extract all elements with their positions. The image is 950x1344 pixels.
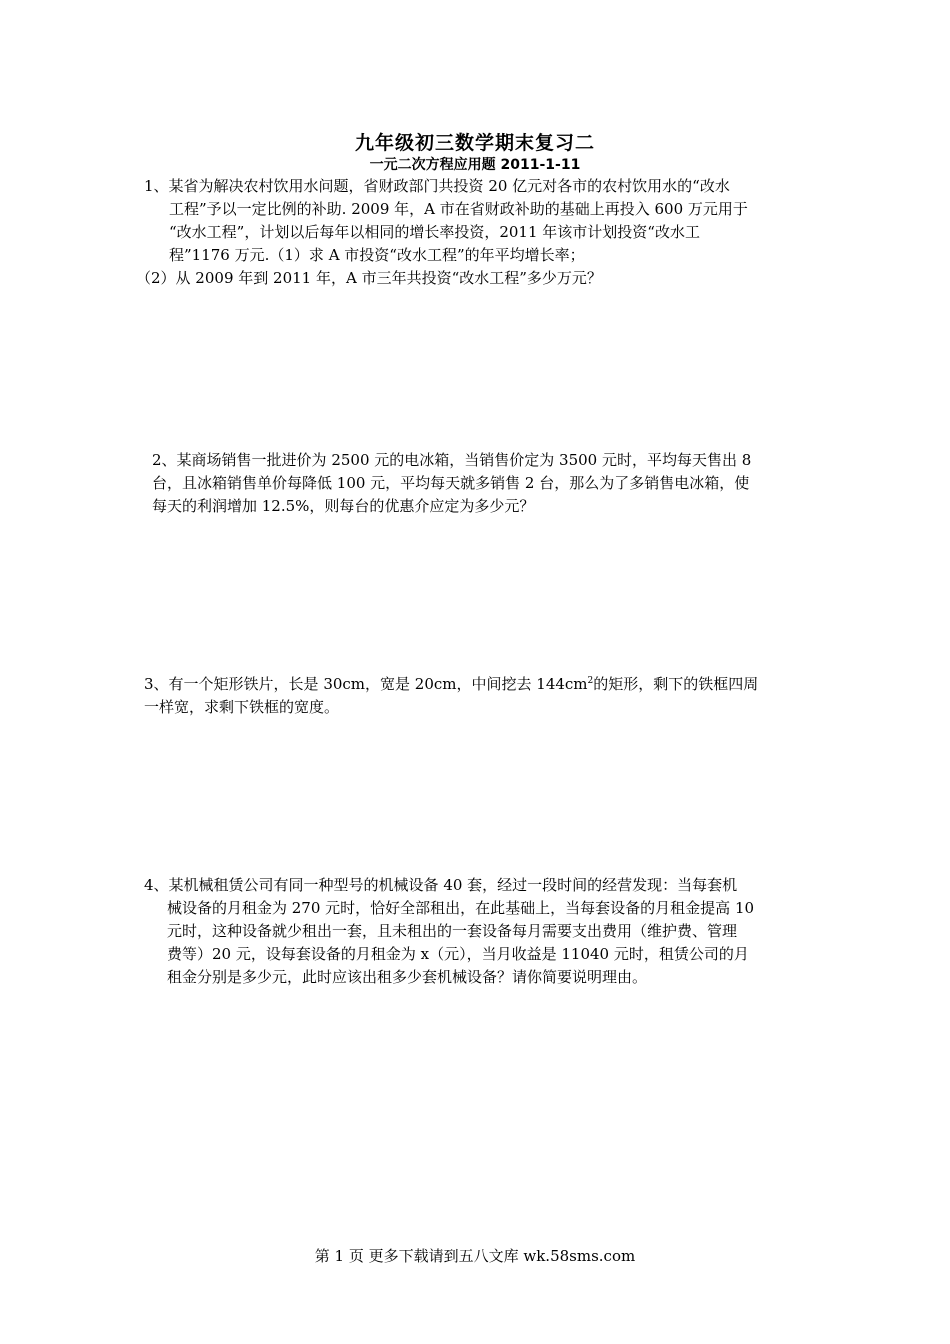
question-3-line: [144, 673, 758, 696]
question-1-line: 工程”予以一定比例的补助. 2009 年，A 市在省财政补助的基础上再投入 600 万元用于: [169, 200, 748, 218]
superscript-squared: 2: [587, 676, 594, 686]
question-3-text-b: 的矩形，剩下的铁框四周: [593, 675, 759, 693]
question-4-line: 费等）20 元，设每套设备的月租金为 x（元），当月收益是 11040 元时，租赁公司的月: [167, 945, 749, 963]
question-2-line: 台，且冰箱销售单价每降低 100 元，平均每天就多销售 2 台，那么为了多销售电冰箱，使: [152, 474, 750, 492]
page-footer: 第 1 页 更多下载请到五八文库 wk.58sms.com: [314, 1247, 636, 1265]
question-4-line: 租金分别是多少元，此时应该出租多少套机械设备？请你简要说明理由。: [167, 968, 648, 986]
question-1-line: “改水工程”，计划以后每年以相同的增长率投资，2011 年该市计划投资“改水工: [169, 223, 700, 241]
question-2-line: 2、某商场销售一批进价为 2500 元的电冰箱，当销售价定为 3500 元时，平均每天售出 8: [152, 451, 752, 469]
question-4-line: 元时，这种设备就少租出一套，且未租出的一套设备每月需要支出费用（维护费、管理: [167, 922, 738, 940]
page-title: 九年级初三数学期末复习二: [354, 132, 595, 154]
page-subtitle: 一元二次方程应用题 2011-1-11: [369, 157, 581, 173]
question-3: [144, 673, 758, 719]
question-1: [136, 175, 748, 290]
question-4-line: 械设备的月租金为 270 元时，恰好全部租出，在此基础上，当每套设备的月租金提高 10: [167, 899, 755, 917]
question-3-text-a: 3、有一个矩形铁片，长是 30cm，宽是 20cm，中间挖去 144cm: [144, 675, 588, 693]
question-4: [144, 874, 754, 989]
question-1-line: 程”1176 万元.（1）求 A 市投资“改水工程”的年平均增长率；: [169, 246, 585, 264]
question-4-line: 4、某机械租赁公司有同一种型号的机械设备 40 套，经过一段时间的经营发现：当每套机: [144, 876, 738, 894]
question-2-line: 每天的利润增加 12.5%，则每台的优惠介应定为多少元？: [152, 497, 535, 515]
question-3-line: 一样宽，求剩下铁框的宽度。: [144, 698, 340, 716]
question-1-line: 1、某省为解决农村饮用水问题，省财政部门共投资 20 亿元对各市的农村饮用水的“改水: [144, 177, 730, 195]
question-1-part-2: （2）从 2009 年到 2011 年，A 市三年共投资“改水工程”多少万元？: [136, 269, 602, 287]
question-2: [144, 449, 751, 518]
